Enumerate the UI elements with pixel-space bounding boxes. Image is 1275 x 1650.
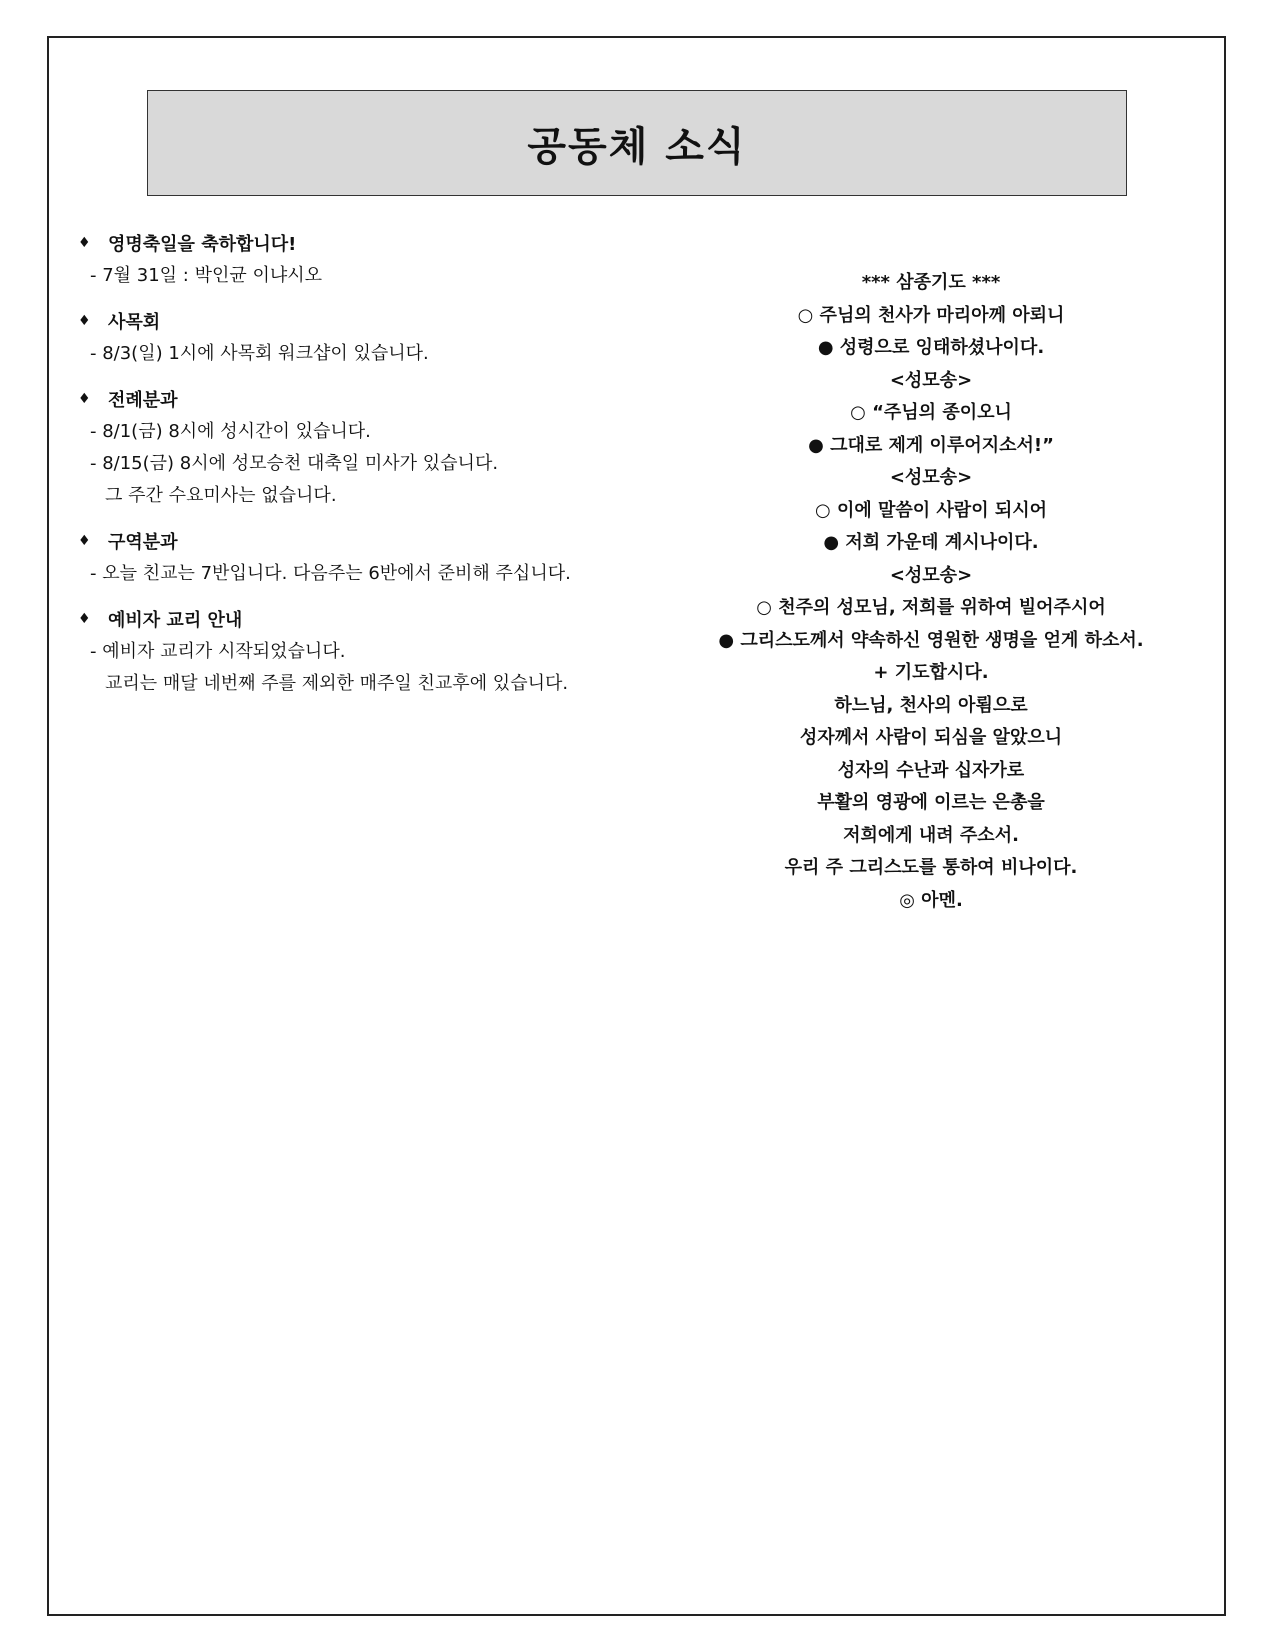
announcement-line: - 8/3(일) 1시에 사목회 워크샵이 있습니다.: [90, 343, 429, 364]
prayer-line: ● 저희 가운데 계시나이다.: [823, 532, 1039, 553]
prayer-line: 우리 주 그리스도를 통하여 비나이다.: [784, 857, 1078, 878]
section-feast-day: [78, 226, 678, 292]
section-title: 영명축일을 축하합니다!: [108, 234, 297, 255]
section-heading: [78, 226, 678, 260]
section-title: 예비자 교리 안내: [108, 610, 243, 631]
angelus-prayer: [676, 267, 1186, 917]
prayer-line: <성모송>: [889, 564, 973, 586]
announcement-line: - 오늘 친교는 7반입니다. 다음주는 6반에서 준비해 주십니다.: [90, 563, 571, 584]
prayer-line: + 기도합시다.: [873, 662, 989, 683]
prayer-line: ○ 이에 말씀이 사람이 되시어: [814, 499, 1048, 521]
prayer-title: *** 삼종기도 ***: [861, 272, 1001, 293]
announcement-line: - 8/1(금) 8시에 성시간이 있습니다.: [90, 421, 371, 442]
prayer-line: ◎ 아멘.: [899, 889, 963, 911]
prayer-line: <성모송>: [889, 369, 973, 391]
section-title: 사목회: [108, 312, 161, 333]
diamond-bullet-icon: ♦: [78, 533, 91, 549]
diamond-bullet-icon: ♦: [78, 611, 91, 627]
section-heading: [78, 304, 678, 338]
prayer-line: 부활의 영광에 이르는 은총을: [817, 792, 1045, 813]
prayer-line: ○ 주님의 천사가 마리아께 아뢰니: [797, 304, 1065, 326]
announcement-line: 그 주간 수요미사는 없습니다.: [105, 485, 337, 506]
diamond-bullet-icon: ♦: [78, 235, 91, 251]
prayer-line: 하느님, 천사의 아룀으로: [834, 694, 1028, 716]
title-banner: [147, 90, 1127, 196]
prayer-line: 성자께서 사람이 되심을 알았으니: [799, 727, 1063, 748]
diamond-bullet-icon: ♦: [78, 313, 91, 329]
prayer-line: ● 성령으로 잉태하셨나이다.: [817, 337, 1045, 358]
prayer-line: ○ 천주의 성모님, 저희를 위하여 빌어주시어: [756, 597, 1106, 618]
page-title: 공동체 소식: [527, 123, 747, 170]
announcement-line: - 7월 31일 : 박인균 이냐시오: [90, 265, 323, 286]
prayer-line: 저희에게 내려 주소서.: [843, 824, 1019, 846]
section-heading: [78, 382, 678, 416]
section-heading: [78, 524, 678, 558]
section-title: 구역분과: [108, 532, 178, 553]
announcement-line: 교리는 매달 네번째 주를 제외한 매주일 친교후에 있습니다.: [105, 673, 569, 694]
prayer-line: ○ “주님의 종이오니: [850, 402, 1012, 423]
prayer-line: ● 그리스도께서 약속하신 영원한 생명을 얻게 하소서.: [718, 629, 1144, 651]
section-heading: [78, 602, 678, 636]
prayer-line: 성자의 수난과 십자가로: [837, 759, 1025, 781]
section-title: 전례분과: [108, 390, 178, 411]
prayer-line: ● 그대로 제게 이루어지소서!”: [808, 434, 1054, 456]
announcements-column: [78, 226, 678, 712]
diamond-bullet-icon: ♦: [78, 391, 91, 407]
section-liturgy: [78, 382, 678, 512]
announcement-line: - 예비자 교리가 시작되었습니다.: [90, 641, 346, 662]
section-catechumen: [78, 602, 678, 700]
section-pastoral-council: [78, 304, 678, 370]
prayer-line: <성모송>: [889, 467, 973, 488]
section-district: [78, 524, 678, 590]
announcement-line: - 8/15(금) 8시에 성모승천 대축일 미사가 있습니다.: [90, 453, 499, 474]
